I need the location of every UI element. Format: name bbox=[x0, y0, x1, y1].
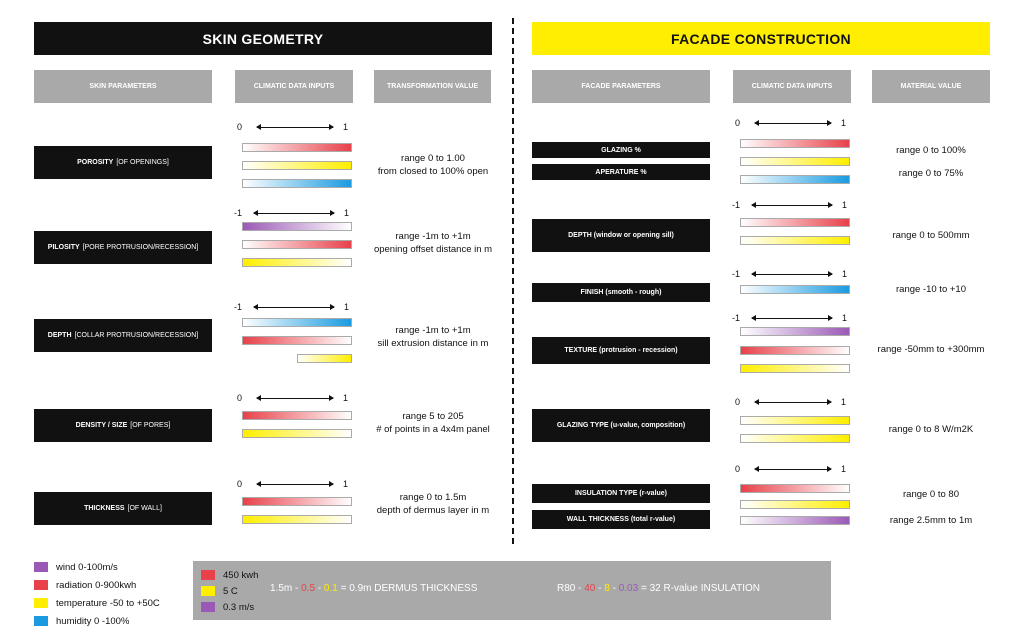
bar-humidity bbox=[740, 175, 850, 184]
bar-humidity bbox=[242, 318, 352, 327]
scale-finish: -1 1 bbox=[732, 269, 848, 279]
value-finish: range -10 to +10 bbox=[896, 284, 966, 295]
bar-wind bbox=[740, 327, 850, 336]
legend bbox=[34, 558, 160, 630]
bar-humidity bbox=[242, 179, 352, 188]
scale-insulation: 0 1 bbox=[735, 464, 847, 474]
value-wall-thickness: range 2.5mm to 1m bbox=[889, 515, 973, 526]
value-depth: range -1m to +1m sill extrusion distance in m bbox=[377, 325, 489, 349]
col-header-material-value: MATERIAL VALUE bbox=[872, 70, 990, 103]
value-aperature-percent: range 0 to 75% bbox=[898, 168, 964, 179]
legend-item-temperature: temperature -50 to +50C bbox=[34, 594, 160, 612]
param-depth: DEPTH [COLLAR PROTRUSION/RECESSION] bbox=[34, 319, 212, 352]
bar-radiation bbox=[740, 139, 850, 148]
panel-swatch bbox=[201, 602, 215, 612]
param-glazing-percent: GLAZING % bbox=[532, 142, 710, 158]
value-glazing-percent: range 0 to 100% bbox=[896, 145, 966, 156]
bar-radiation bbox=[740, 218, 850, 227]
bar-radiation bbox=[242, 497, 352, 506]
param-density-size: DENSITY / SIZE [OF PORES] bbox=[34, 409, 212, 442]
section-divider bbox=[512, 18, 514, 544]
legend-swatch bbox=[34, 562, 48, 572]
col-header-skin-parameters: SKIN PARAMETERS bbox=[34, 70, 212, 103]
param-insulation-type: INSULATION TYPE (r-value) bbox=[532, 484, 710, 503]
bar-temperature bbox=[740, 434, 850, 443]
bar-radiation bbox=[740, 484, 850, 493]
bar-temperature bbox=[242, 258, 352, 267]
scale-pilosity: -1 1 bbox=[234, 208, 350, 218]
bar-temperature bbox=[740, 236, 850, 245]
value-glazing-type: range 0 to 8 W/m2K bbox=[888, 424, 974, 435]
param-texture: TEXTURE (protrusion - recession) bbox=[532, 337, 710, 364]
bar-wind bbox=[740, 516, 850, 525]
scale-glazing-type: 0 1 bbox=[735, 397, 847, 407]
panel-swatch bbox=[201, 586, 215, 596]
value-porosity: range 0 to 1.00 from closed to 100% open bbox=[377, 153, 489, 177]
param-thickness: THICKNESS [OF WALL] bbox=[34, 492, 212, 525]
example-panel bbox=[193, 561, 831, 620]
panel-item-temperature: 5 C bbox=[201, 583, 258, 599]
param-depth-window: DEPTH (window or opening sill) bbox=[532, 219, 710, 252]
value-thickness: range 0 to 1.5m depth of dermus layer in m bbox=[376, 492, 490, 516]
value-density-size: range 5 to 205 # of points in a 4x4m panel bbox=[376, 411, 490, 435]
scale-porosity: 0 1 bbox=[237, 122, 349, 132]
scale-depth: -1 1 bbox=[234, 302, 350, 312]
panel-item-radiation: 450 kwh bbox=[201, 567, 258, 583]
panel-item-wind: 0.3 m/s bbox=[201, 599, 258, 615]
panel-legend bbox=[201, 567, 258, 615]
scale-density: 0 1 bbox=[237, 393, 349, 403]
bar-radiation bbox=[242, 336, 352, 345]
bar-humidity bbox=[740, 285, 850, 294]
legend-swatch bbox=[34, 580, 48, 590]
value-pilosity: range -1m to +1m opening offset distance in m bbox=[373, 231, 493, 255]
bar-temperature bbox=[297, 354, 352, 363]
value-insulation-type: range 0 to 80 bbox=[903, 489, 959, 500]
param-pilosity: PILOSITY [PORE PROTRUSION/RECESSION] bbox=[34, 231, 212, 264]
param-glazing-type: GLAZING TYPE (u-value, composition) bbox=[532, 409, 710, 442]
facade-construction-header: FACADE CONSTRUCTION bbox=[532, 22, 990, 55]
bar-temperature bbox=[740, 157, 850, 166]
bar-radiation bbox=[242, 143, 352, 152]
bar-temperature bbox=[740, 500, 850, 509]
col-header-climatic-right: CLIMATIC DATA INPUTS bbox=[733, 70, 851, 103]
bar-temperature bbox=[740, 364, 850, 373]
param-aperature-percent: APERATURE % bbox=[532, 164, 710, 180]
legend-item-radiation: radiation 0-900kwh bbox=[34, 576, 160, 594]
bar-radiation bbox=[242, 240, 352, 249]
param-wall-thickness: WALL THICKNESS (total r-value) bbox=[532, 510, 710, 529]
panel-swatch bbox=[201, 570, 215, 580]
legend-swatch bbox=[34, 616, 48, 626]
scale-thickness: 0 1 bbox=[237, 479, 349, 489]
legend-swatch bbox=[34, 598, 48, 608]
scale-depth-window: -1 1 bbox=[732, 200, 848, 210]
col-header-transformation-value: TRANSFORMATION VALUE bbox=[374, 70, 491, 103]
col-header-facade-parameters: FACADE PARAMETERS bbox=[532, 70, 710, 103]
bar-radiation bbox=[740, 346, 850, 355]
bar-temperature bbox=[242, 429, 352, 438]
equation-dermus-thickness: 1.5m - 0.5 - 0.1 = 0.9m DERMUS THICKNESS bbox=[270, 583, 478, 594]
param-finish: FINISH (smooth - rough) bbox=[532, 283, 710, 302]
scale-texture: -1 1 bbox=[732, 313, 848, 323]
bar-temperature bbox=[740, 416, 850, 425]
equation-r-value-insulation: R80 - 40 - 8 - 0.03 = 32 R-value INSULATION bbox=[557, 583, 760, 594]
bar-temperature bbox=[242, 515, 352, 524]
scale-glazing: 0 1 bbox=[735, 118, 847, 128]
bar-wind bbox=[242, 222, 352, 231]
col-header-climatic-left: CLIMATIC DATA INPUTS bbox=[235, 70, 353, 103]
value-depth-window: range 0 to 500mm bbox=[892, 230, 970, 241]
bar-radiation bbox=[242, 411, 352, 420]
value-texture: range -50mm to +300mm bbox=[877, 344, 985, 355]
skin-geometry-header: SKIN GEOMETRY bbox=[34, 22, 492, 55]
legend-item-wind: wind 0-100m/s bbox=[34, 558, 160, 576]
param-porosity: POROSITY [OF OPENINGS] bbox=[34, 146, 212, 179]
bar-temperature bbox=[242, 161, 352, 170]
legend-item-humidity: humidity 0 -100% bbox=[34, 612, 160, 630]
